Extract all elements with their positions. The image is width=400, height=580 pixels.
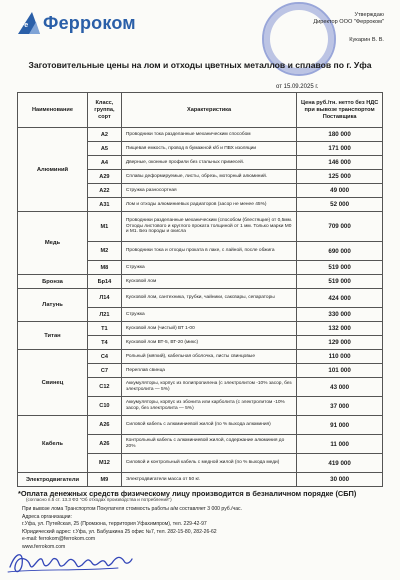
price-cell: 43 000 <box>297 378 383 397</box>
header-description: Характеристика <box>121 93 296 128</box>
header-name: Наименование <box>18 93 88 128</box>
description-cell: Аккумуляторы, корпус из эбонита или карболита (с электролитом -10% засор, без электролита — 5%) <box>121 397 296 416</box>
metal-name-cell: Электродвигатели <box>18 473 88 487</box>
grade-cell: А26 <box>87 435 121 454</box>
table-row <box>18 212 383 242</box>
grade-cell: С12 <box>87 378 121 397</box>
grade-cell: С7 <box>87 364 121 378</box>
grade-cell: М12 <box>87 454 121 473</box>
description-cell: Проводники разделанные механическим (способом (блестящие) от 0,5мм. Отходы листового и круглого проката толщиной от 1 мм. Только марки М0 и М1. Без породы и окисла <box>121 212 296 242</box>
table-row <box>18 416 383 435</box>
price-cell: 690 000 <box>297 242 383 261</box>
grade-cell: С4 <box>87 350 121 364</box>
metal-name-cell: Медь <box>18 212 88 275</box>
grade-cell: Л14 <box>87 289 121 308</box>
page-title: Заготовительные цены на лом и отходы цветных металлов и сплавов по г. Уфа <box>28 60 372 70</box>
price-cell: 419 000 <box>297 454 383 473</box>
header-price: Цена руб./тн. нетто без НДС при вывозе транспортом Поставщика <box>297 93 383 128</box>
grade-cell: А4 <box>87 156 121 170</box>
grade-cell: М8 <box>87 261 121 275</box>
grade-cell: М9 <box>87 473 121 487</box>
address-heading: Адреса организации: <box>22 513 72 520</box>
description-cell: Кусковой лом ВТ-5, ВТ-20 (микс) <box>121 336 296 350</box>
address-line: г.Уфа, ул. Путейская, 25 (Промзона, территория Уфахимпром), тел. 229-42-97 <box>22 521 207 528</box>
price-cell: 52 000 <box>297 198 383 212</box>
description-cell: Стружка разносортная <box>121 184 296 198</box>
grade-cell: М2 <box>87 242 121 261</box>
price-cell: 171 000 <box>297 142 383 156</box>
metal-name-cell: Свинец <box>18 350 88 416</box>
price-cell: 424 000 <box>297 289 383 308</box>
metal-name-cell: Бронза <box>18 275 88 289</box>
transport-cost-line: При вывозе лома Транспортом Покупателя стоимость работы а/м составляет 3 000 руб./час. <box>22 506 242 512</box>
price-cell: 125 000 <box>297 170 383 184</box>
legal-address-line: Юридический адрес: г.Уфа, ул. Бабушкина 25 офис №7, тел. 282-15-80, 282-26-62 <box>22 528 217 535</box>
price-cell: 30 000 <box>297 473 383 487</box>
grade-cell: С10 <box>87 397 121 416</box>
logo-triangle-icon <box>18 12 40 34</box>
price-cell: 519 000 <box>297 275 383 289</box>
table-header-row <box>18 93 383 128</box>
grade-cell: А5 <box>87 142 121 156</box>
header-grade: Класс, группа, сорт <box>87 93 121 128</box>
price-cell: 180 000 <box>297 128 383 142</box>
table-row <box>18 275 383 289</box>
price-cell: 37 000 <box>297 397 383 416</box>
grade-cell: А2 <box>87 128 121 142</box>
price-cell: 709 000 <box>297 212 383 242</box>
description-cell: Силовой и контрольный кабель с медной жилой (по % выхода меди) <box>121 454 296 473</box>
description-cell: Кусковой лом (чистый) ВТ 1-00 <box>121 322 296 336</box>
logo-name: Ферроком <box>43 12 136 33</box>
price-table <box>17 92 383 487</box>
description-cell: Проводники тока разделанные механическим способом <box>121 128 296 142</box>
price-cell: 11 000 <box>297 435 383 454</box>
grade-cell: М1 <box>87 212 121 242</box>
price-cell: 110 000 <box>297 350 383 364</box>
price-cell: 519 000 <box>297 261 383 275</box>
price-date: от 15.09.2025 г. <box>276 84 319 90</box>
table-row <box>18 289 383 308</box>
company-logo <box>18 12 136 34</box>
approval-signer: Кукарин В. В. <box>349 37 384 44</box>
price-cell: 132 000 <box>297 322 383 336</box>
handwritten-signature <box>6 545 136 577</box>
description-cell: Стружка <box>121 308 296 322</box>
payment-note-law: (согласно п.5 ст. 13.3 ФЗ "Об отходах производства и потребления") <box>26 497 172 502</box>
approval-block <box>254 12 384 45</box>
price-cell: 91 000 <box>297 416 383 435</box>
description-cell: Проводники тока и отходы проката в лаке, с лайной, после обжига <box>121 242 296 261</box>
grade-cell: Т4 <box>87 336 121 350</box>
description-cell: Аккумуляторы, корпус из полипропилена (с электролитом -10% засор, без электролита — 5%) <box>121 378 296 397</box>
price-cell: 101 000 <box>297 364 383 378</box>
logo-badge: Fe <box>20 22 29 29</box>
grade-cell: Бр14 <box>87 275 121 289</box>
price-cell: 129 000 <box>297 336 383 350</box>
grade-cell: Т1 <box>87 322 121 336</box>
description-cell: Кусковой лом <box>121 275 296 289</box>
grade-cell: А26 <box>87 416 121 435</box>
grade-cell: А22 <box>87 184 121 198</box>
website-line: www.ferrokom.com <box>22 543 66 550</box>
table-row <box>18 473 383 487</box>
grade-cell: А31 <box>87 198 121 212</box>
description-cell: Силовой кабель с алюминиевой жилой (по % выхода алюминия) <box>121 416 296 435</box>
metal-name-cell: Алюминий <box>18 128 88 212</box>
grade-cell: А29 <box>87 170 121 184</box>
table-row <box>18 322 383 336</box>
table-row <box>18 350 383 364</box>
description-cell: Контрольный кабель с алюминиевой жилой, содержание алюминия до 20% <box>121 435 296 454</box>
price-table-body <box>18 128 383 487</box>
approval-position: Директор ООО "Ферроком" <box>313 19 384 26</box>
description-cell: Лом и отходы алюминиевых радиаторов (засор не менее 45%) <box>121 198 296 212</box>
metal-name-cell: Латунь <box>18 289 88 322</box>
price-cell: 330 000 <box>297 308 383 322</box>
description-cell: Дверные, оконные профили без стальных примесей. <box>121 156 296 170</box>
metal-name-cell: Кабель <box>18 416 88 473</box>
description-cell: Сплавы деформируемые, листы, обрезь, моторный алюминий. <box>121 170 296 184</box>
grade-cell: Л21 <box>87 308 121 322</box>
price-cell: 146 000 <box>297 156 383 170</box>
description-cell: Электродвигатели масса от 50 кг. <box>121 473 296 487</box>
approval-label: Утверждаю <box>354 12 384 18</box>
description-cell: Рольный (мягкий), кабельная оболочка, листы свинцовые <box>121 350 296 364</box>
description-cell: Переплав свинца <box>121 364 296 378</box>
email-line: e-mail: ferrokom@ferrokom.com <box>22 536 96 543</box>
description-cell: Кусковой лом, сантехника, трубки, чайники, саксвары, сепараторы <box>121 289 296 308</box>
metal-name-cell: Титан <box>18 322 88 350</box>
description-cell: Стружка <box>121 261 296 275</box>
table-row <box>18 128 383 142</box>
price-cell: 49 000 <box>297 184 383 198</box>
payment-note: *Оплата денежных средств физическому лицу производится в безналичном порядке (СБП) <box>18 489 357 498</box>
description-cell: Пищевая емкость, провод в бумажной к/б и ПВХ изоляции <box>121 142 296 156</box>
